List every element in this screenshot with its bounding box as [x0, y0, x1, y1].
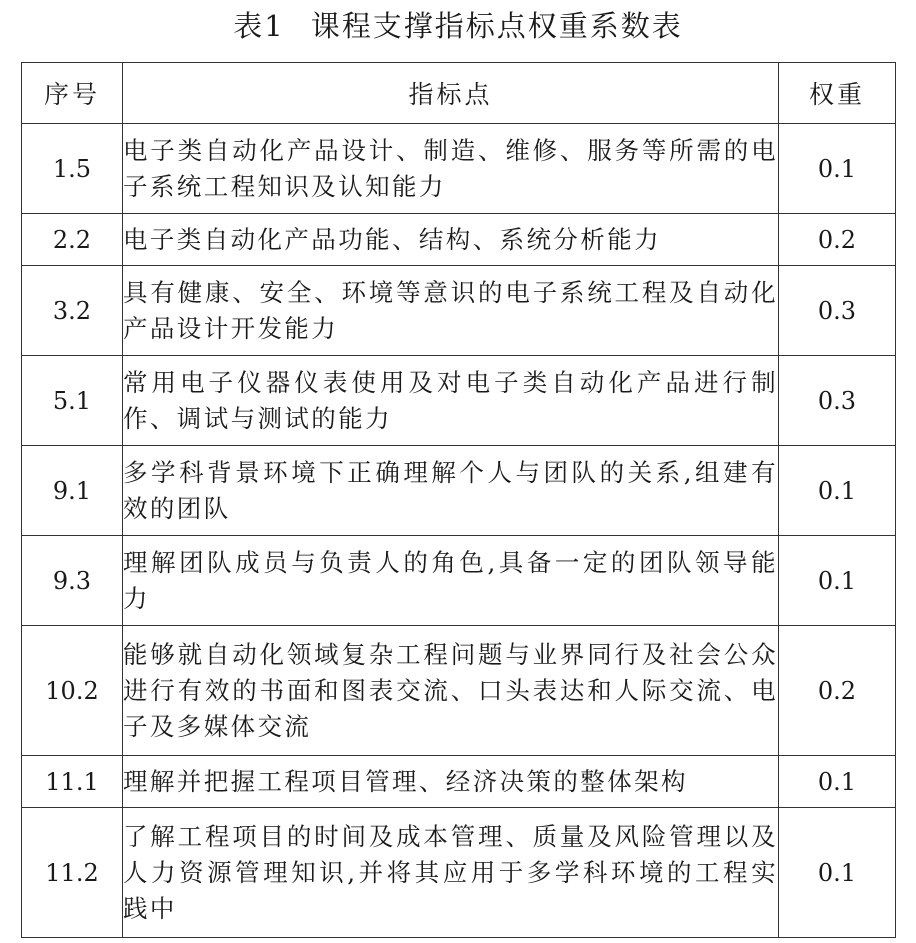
row-index: 5.1 [22, 356, 123, 446]
header-index: 序号 [22, 63, 123, 124]
row-point: 理解团队成员与负责人的角色,具备一定的团队领导能力 [123, 536, 779, 626]
row-index: 11.2 [22, 808, 123, 938]
row-weight: 0.1 [779, 808, 896, 938]
weight-table [21, 62, 896, 938]
table-caption [0, 6, 916, 46]
row-weight: 0.1 [779, 536, 896, 626]
table-row [22, 626, 896, 756]
row-index: 9.1 [22, 446, 123, 536]
table-number: 表1 [233, 9, 285, 43]
row-weight: 0.3 [779, 356, 896, 446]
row-index: 9.3 [22, 536, 123, 626]
row-point: 电子类自动化产品功能、结构、系统分析能力 [123, 214, 779, 266]
row-weight: 0.2 [779, 214, 896, 266]
row-weight: 0.3 [779, 266, 896, 356]
row-point: 了解工程项目的时间及成本管理、质量及风险管理以及人力资源管理知识,并将其应用于多学科环境的工程实践中 [123, 808, 779, 938]
header-weight: 权重 [779, 63, 896, 124]
row-index: 10.2 [22, 626, 123, 756]
row-weight: 0.1 [779, 124, 896, 214]
row-index: 1.5 [22, 124, 123, 214]
row-point: 多学科背景环境下正确理解个人与团队的关系,组建有效的团队 [123, 446, 779, 536]
table-row [22, 536, 896, 626]
row-point: 具有健康、安全、环境等意识的电子系统工程及自动化产品设计开发能力 [123, 266, 779, 356]
table-row [22, 356, 896, 446]
table-row [22, 214, 896, 266]
header-row [22, 63, 896, 124]
row-point: 能够就自动化领域复杂工程问题与业界同行及社会公众进行有效的书面和图表交流、口头表达和人际交流、电子及多媒体交流 [123, 626, 779, 756]
row-index: 3.2 [22, 266, 123, 356]
table-row [22, 124, 896, 214]
row-point: 常用电子仪器仪表使用及对电子类自动化产品进行制作、调试与测试的能力 [123, 356, 779, 446]
row-weight: 0.1 [779, 756, 896, 808]
header-point: 指标点 [123, 63, 779, 124]
row-point: 电子类自动化产品设计、制造、维修、服务等所需的电子系统工程知识及认知能力 [123, 124, 779, 214]
table-row [22, 808, 896, 938]
row-index: 2.2 [22, 214, 123, 266]
table-row [22, 756, 896, 808]
table-title: 课程支撑指标点权重系数表 [310, 9, 683, 43]
table-row [22, 446, 896, 536]
row-weight: 0.1 [779, 446, 896, 536]
row-weight: 0.2 [779, 626, 896, 756]
row-point: 理解并把握工程项目管理、经济决策的整体架构 [123, 756, 779, 808]
table-row [22, 266, 896, 356]
row-index: 11.1 [22, 756, 123, 808]
